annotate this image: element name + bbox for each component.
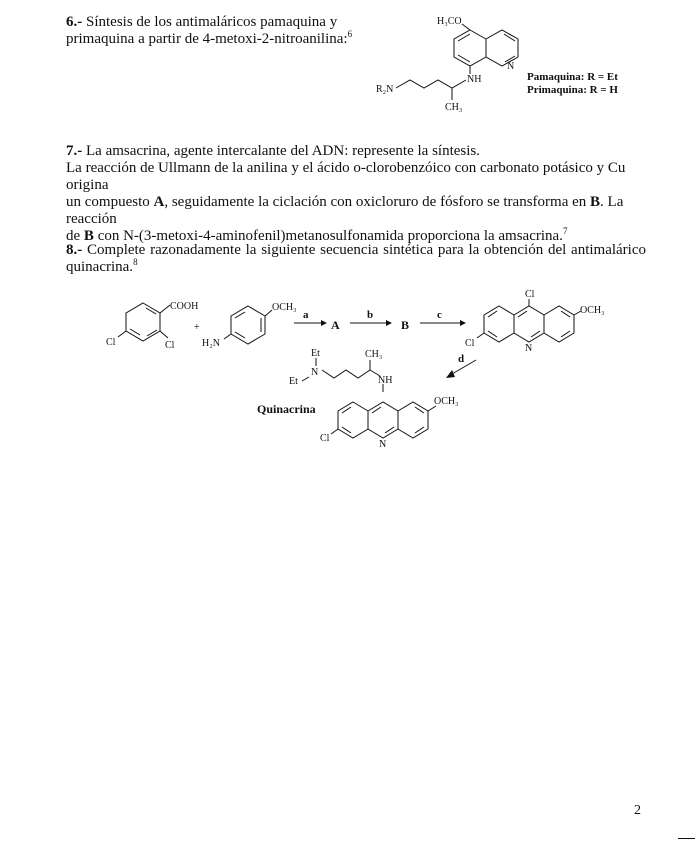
- quinacrine-acridine-structure: [331, 402, 436, 438]
- cl-9-label: Cl: [525, 289, 535, 300]
- q7-compound-b-2: B: [83, 228, 94, 244]
- q6-ch3-label: CH₃: [445, 102, 463, 113]
- compound-b-label: B: [401, 318, 410, 332]
- cooh-label: COOH: [170, 301, 199, 312]
- q7-line2: La reacción de Ullmann de la anilina y el ácido o-clorobenzóico con carbonato potásico y Cu origina: [66, 160, 626, 193]
- q6-ring-n-label: N: [507, 61, 515, 72]
- side-ch3-label: CH₃: [365, 349, 383, 360]
- q7-number: 7.-: [66, 143, 83, 159]
- edge-mark: [678, 838, 695, 839]
- q6-line2: primaquina a partir de 4-metoxi-2-nitroanilina:: [66, 31, 348, 47]
- q6-quinoline-structure: [396, 24, 518, 100]
- amine-n-label: N: [311, 367, 319, 378]
- page-number: 2: [634, 803, 641, 818]
- arrow-b-label: b: [367, 309, 374, 321]
- q7-line4a: de: [66, 228, 84, 244]
- och3-anisidine-label: OCH₃: [272, 302, 297, 313]
- q7-line4b: con N-(3-metoxi-4-aminofenil)metanosulfonamida proporciona la amsacrina.: [93, 228, 563, 244]
- q7-line3b: , seguidamente la ciclación con oxicloruro de fósforo se transforma en: [164, 194, 591, 210]
- plus-sign: +: [194, 322, 200, 333]
- q8-footnote: 8: [133, 257, 138, 267]
- q7-line3a: un compuesto: [66, 194, 154, 210]
- q6-r2n-label: R₂N: [376, 84, 394, 95]
- arrow-c-label: c: [437, 309, 442, 321]
- q6-pamaquina-label: Pamaquina: R = Et: [527, 71, 618, 83]
- q7-line1: La amsacrina, agente intercalante del ADN: represente la síntesis.: [86, 143, 480, 159]
- cl-para-label: Cl: [106, 337, 116, 348]
- quinacrina-label: Quinacrina: [257, 402, 316, 416]
- q8-line1: Complete razonadamente la siguiente secuencia sintética para la obtención del antimalárico: [87, 242, 647, 258]
- cl-quinacrine-label: Cl: [320, 433, 330, 444]
- q8-number: 8.-: [66, 242, 83, 258]
- side-nh-label: NH: [378, 375, 393, 386]
- q6-h3co-label: H₃CO: [437, 16, 462, 27]
- q7-compound-a: A: [153, 194, 165, 210]
- arrow-d-head: [446, 370, 455, 378]
- compound-a-label: A: [331, 318, 340, 332]
- cl-ortho-label: Cl: [165, 340, 175, 351]
- cl-6-label: Cl: [465, 338, 475, 349]
- q6-footnote: 6: [347, 29, 353, 39]
- och3-quinacrine-label: OCH₃: [434, 396, 459, 407]
- q6-primaquina-label: Primaquina: R = H: [527, 84, 618, 96]
- anisidine-structure: [224, 306, 272, 344]
- quinacrine-n-label: N: [379, 439, 387, 450]
- acridine-n-label: N: [525, 343, 533, 354]
- et-top-label: Et: [311, 348, 320, 359]
- dichloro-methoxyacridine-structure: [477, 299, 581, 342]
- h2n-label: H₂N: [202, 338, 220, 349]
- arrow-b-head: [386, 320, 392, 326]
- q6-number: 6.-: [66, 14, 83, 30]
- arrow-a-label: a: [303, 309, 309, 321]
- q7-footnote: 7: [562, 226, 568, 236]
- arrow-d-label: d: [458, 353, 465, 365]
- q7-line3c: . La reacción: [66, 194, 624, 227]
- q6-line1: Síntesis de los antimaláricos pamaquina y: [86, 14, 338, 30]
- arrow-c-head: [460, 320, 466, 326]
- och3-acridine-label: OCH₃: [580, 305, 605, 316]
- q7-compound-b: B: [590, 194, 601, 210]
- dichlorobenzoic-acid-structure: [118, 303, 170, 341]
- q8-line2: quinacrina.: [66, 259, 134, 275]
- et-left-label: Et: [289, 376, 298, 387]
- q6-nh-label: NH: [467, 74, 482, 85]
- arrow-a-head: [321, 320, 327, 326]
